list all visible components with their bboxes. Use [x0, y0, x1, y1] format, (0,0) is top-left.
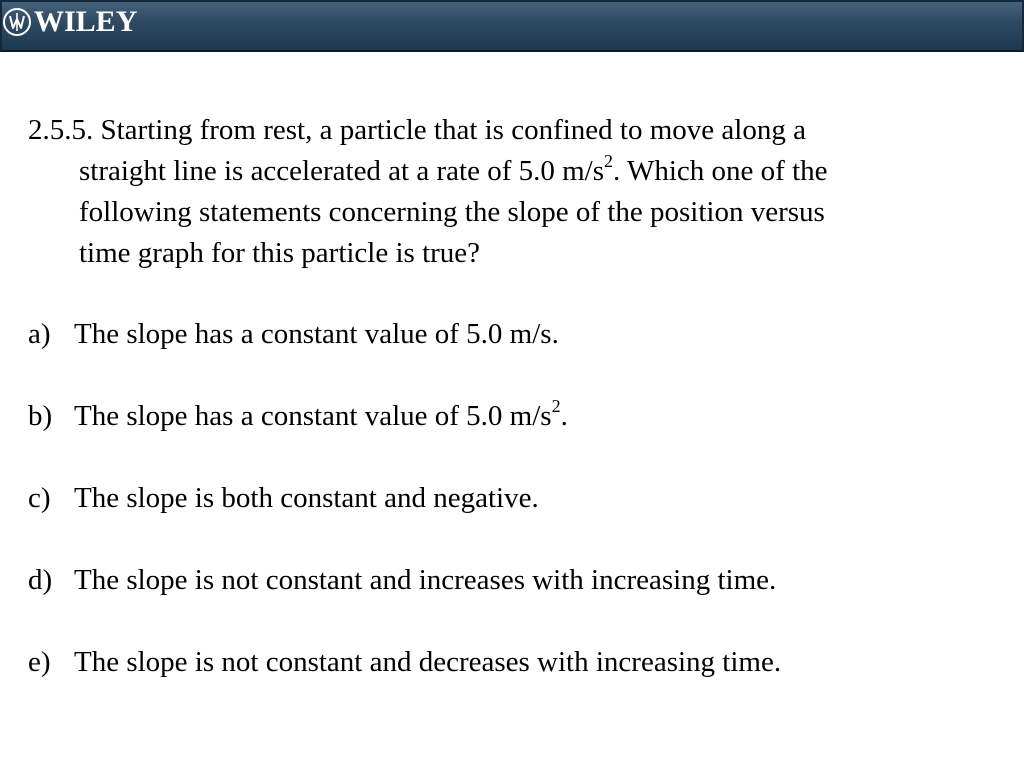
question-line-2	[28, 151, 988, 192]
option-e-letter: e)	[28, 646, 51, 678]
question-line-3: following statements concerning the slope of the position versus	[79, 196, 825, 228]
option-d-letter: d)	[28, 564, 53, 596]
question-line-2-text: straight line is accelerated at a rate of 5.0 m/s	[79, 155, 605, 187]
option-b	[28, 396, 568, 437]
option-a-letter: a)	[28, 318, 51, 350]
wiley-seal-icon	[2, 7, 32, 37]
option-b-letter: b)	[28, 400, 53, 432]
question-line-4: time graph for this particle is true?	[79, 237, 481, 269]
option-a	[28, 314, 559, 355]
option-c	[28, 478, 539, 519]
option-b-superscript: 2	[551, 396, 561, 417]
question-line-1: 2.5.5. Starting from rest, a particle that is confined to move along a	[28, 114, 806, 146]
header-bar	[0, 0, 1024, 52]
question-text	[28, 110, 988, 274]
question-superscript: 2	[604, 151, 614, 172]
option-a-text: The slope has a constant value of 5.0 m/s.	[74, 318, 559, 350]
option-d-text: The slope is not constant and increases with increasing time.	[74, 564, 777, 596]
option-c-letter: c)	[28, 482, 51, 514]
option-b-text: The slope has a constant value of 5.0 m/s	[74, 400, 552, 432]
option-e	[28, 642, 781, 683]
publisher-name: WILEY	[34, 5, 138, 38]
option-e-text: The slope is not constant and decreases with increasing time.	[74, 646, 782, 678]
option-d	[28, 560, 776, 601]
question-line-2-tail: . Which one of the	[613, 155, 828, 187]
option-b-suffix: .	[560, 400, 568, 432]
wiley-logo	[2, 5, 137, 39]
option-c-text: The slope is both constant and negative.	[74, 482, 539, 514]
